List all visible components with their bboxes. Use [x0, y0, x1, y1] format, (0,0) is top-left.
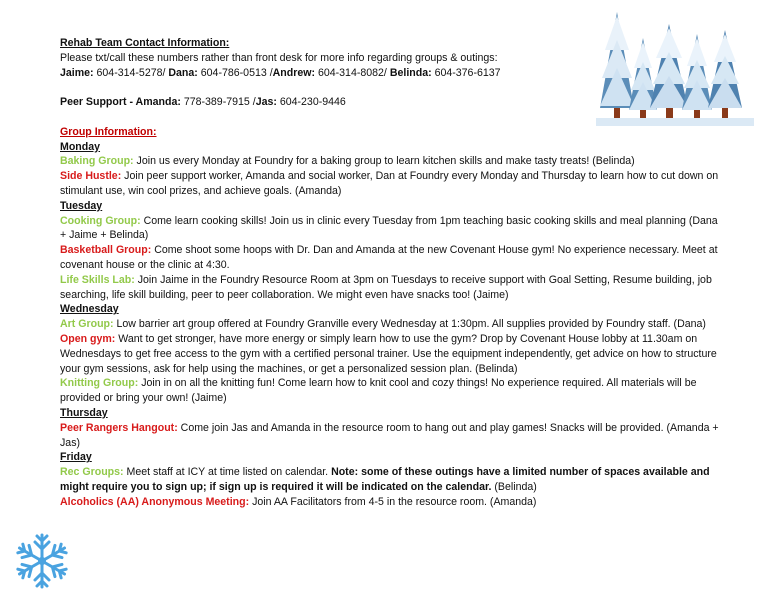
jaime-number: 604-314-5278/	[93, 66, 169, 79]
group-open-gym	[60, 332, 725, 376]
snowy-pine-trees-image	[596, 10, 754, 126]
contact-title: Rehab Team Contact Information:	[60, 37, 230, 49]
group-rec	[60, 465, 725, 495]
andrew-number: 604-314-8082/	[315, 66, 390, 79]
group-name: Basketball Group:	[60, 244, 152, 257]
day-tuesday: Tuesday	[60, 199, 103, 212]
dana-label: Dana:	[168, 66, 198, 79]
group-desc: Come learn cooking skills! Join us in clinic every Tuesday from 1pm teaching basic cooking skills and meal planning (Dana + Jaime + Belinda)	[60, 214, 718, 242]
group-life-skills	[60, 273, 725, 303]
snowflake-icon	[12, 531, 72, 591]
peer-number: 778-389-7915 /	[180, 96, 256, 109]
group-info-title: Group Information:	[60, 125, 157, 138]
jaime-label: Jaime:	[60, 66, 94, 79]
andrew-label: Andrew:	[272, 66, 316, 79]
group-desc: Join peer support worker, Amanda and social worker, Dan at Foundry every Monday and Thursday to learn how to cut down on stimulant use, win cool prizes, and achieve goals. (Amanda)	[60, 170, 719, 197]
group-name: Peer Rangers Hangout:	[60, 421, 178, 434]
group-aa	[60, 495, 725, 510]
group-name: Cooking Group:	[60, 214, 141, 227]
group-baking	[60, 154, 725, 169]
group-peer-rangers	[60, 421, 725, 451]
day-wednesday: Wednesday	[60, 303, 119, 316]
group-name: Life Skills Lab:	[60, 273, 135, 286]
group-desc: Join in on all the knitting fun! Come learn how to knit cool and cozy things! No experience required. All materials will be provided or bring your own! (Jaime)	[60, 377, 697, 405]
day-monday: Monday	[60, 140, 101, 153]
group-knitting	[60, 376, 725, 406]
group-desc: Want to get stronger, have more energy or simply learn how to use the gym? Drop by Covenant House lobby at 11.30am on Wednesdays to get free access to the gym with a certified personal trainer. Use the equipment independently, get advice on how to structure your gym sessions, ask for help using the machines, or get a personalized session plan. (Belinda)	[60, 332, 717, 375]
group-desc: Meet staff at ICY at time listed on calendar.	[123, 466, 332, 479]
jas-label: Jas:	[255, 96, 277, 109]
belinda-label: Belinda:	[389, 66, 432, 79]
group-desc: Join us every Monday at Foundry for a baking group to learn kitchen skills and make tasty treats! (Belinda)	[133, 155, 635, 168]
dana-number: 604-786-0513 /	[197, 66, 273, 79]
group-desc: Come join Jas and Amanda in the resource room to hang out and play games! Snacks will be provided. (Amanda + Jas)	[60, 421, 719, 449]
group-desc: Join Jaime in the Foundry Resource Room at 3pm on Tuesdays to receive support with Goal Setting, Resume building, job searching, life skill building, peer to peer collaboration. We might even have snacks too! (Jaime)	[60, 273, 712, 301]
group-name: Art Group:	[60, 318, 114, 331]
group-name: Side Hustle:	[60, 170, 122, 183]
group-cooking	[60, 214, 725, 244]
group-desc-end: (Belinda)	[491, 480, 537, 493]
group-side-hustle	[60, 169, 725, 199]
jas-number: 604-230-9446	[276, 96, 346, 109]
group-basketball	[60, 243, 725, 273]
contact-intro: Please txt/call these numbers rather than front desk for more info regarding groups & outings:	[60, 51, 498, 64]
group-desc: Come shoot some hoops with Dr. Dan and Amanda at the new Covenant House gym! No experience necessary. Meet at covenant house or the clinic at 4:30.	[60, 244, 718, 271]
group-name: Open gym:	[60, 332, 116, 345]
peer-label: Peer Support - Amanda:	[60, 96, 181, 109]
group-name: Alcoholics (AA) Anonymous Meeting:	[60, 495, 250, 508]
group-desc: Low barrier art group offered at Foundry Granville every Wednesday at 1:30pm. All supplies provided by Foundry staff. (Dana)	[113, 318, 706, 331]
day-friday: Friday	[60, 451, 92, 464]
group-name: Baking Group:	[60, 155, 134, 168]
group-art	[60, 317, 725, 332]
group-name: Knitting Group:	[60, 377, 139, 390]
belinda-number: 604-376-6137	[431, 66, 501, 79]
group-name: Rec Groups:	[60, 466, 124, 479]
day-thursday: Thursday	[60, 406, 108, 419]
group-note: Note: some of these outings have a limited number of spaces available and might require you to sign up; if sign up is required it will be indicated on the calendar.	[60, 466, 710, 493]
group-desc: Join AA Facilitators from 4-5 in the resource room. (Amanda)	[249, 495, 537, 508]
